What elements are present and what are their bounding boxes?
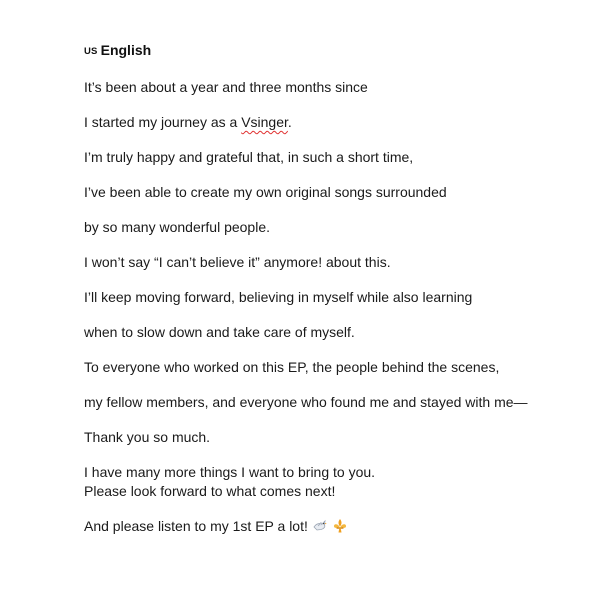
paragraph-11[interactable]: Thank you so much.	[84, 429, 211, 445]
paragraph-10[interactable]: my fellow members, and everyone who found me and stayed with me—	[84, 394, 528, 410]
paragraph-2-period: .	[287, 114, 292, 130]
closing-paragraph[interactable]	[84, 463, 584, 501]
closing-line-2: Please look forward to what comes next!	[84, 483, 336, 499]
language-heading	[84, 40, 584, 62]
paragraph-7[interactable]: I’ll keep moving forward, believing in myself while also learning	[84, 289, 473, 305]
paragraph-5[interactable]: by so many wonderful people.	[84, 219, 270, 235]
final-line-text: And please listen to my 1st EP a lot!	[84, 518, 308, 534]
document-body	[84, 40, 584, 552]
closing-line-1: I have many more things I want to bring to you.	[84, 464, 376, 480]
paragraph-1[interactable]: It’s been about a year and three months since	[84, 79, 368, 95]
fleur-de-lis-icon	[332, 518, 348, 534]
paragraph-4[interactable]: I’ve been able to create my own original songs surrounded	[84, 184, 447, 200]
dove-icon	[312, 518, 328, 534]
paragraph-8[interactable]: when to slow down and take care of myself.	[84, 324, 355, 340]
paragraph-6[interactable]: I won’t say “I can’t believe it” anymore! about this.	[84, 254, 391, 270]
misspelled-word[interactable]: Vsinger	[241, 114, 288, 130]
paragraph-2[interactable]	[84, 113, 584, 132]
us-flag-icon: US	[84, 46, 98, 57]
paragraph-2-text: I started my journey as a	[84, 114, 242, 130]
final-paragraph[interactable]	[84, 517, 584, 536]
paragraph-9[interactable]: To everyone who worked on this EP, the people behind the scenes,	[84, 359, 500, 375]
language-label: English	[100, 42, 152, 58]
paragraph-3[interactable]: I’m truly happy and grateful that, in such a short time,	[84, 149, 414, 165]
